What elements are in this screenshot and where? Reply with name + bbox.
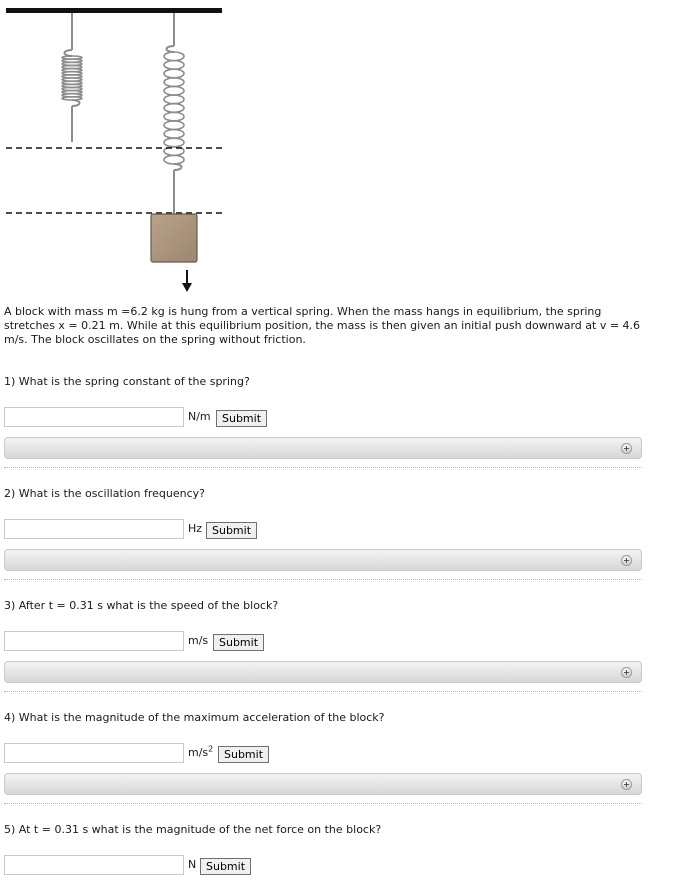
question-divider bbox=[4, 579, 642, 580]
expand-plus-icon[interactable] bbox=[621, 443, 632, 454]
question-3-submit-button[interactable]: Submit bbox=[213, 634, 264, 651]
question-3-answer-input[interactable] bbox=[4, 631, 184, 651]
question-4-unit-base: m/s bbox=[188, 746, 209, 759]
spring-coil bbox=[164, 78, 184, 87]
spring-coil bbox=[164, 155, 184, 164]
question-4-expand-bar[interactable] bbox=[4, 773, 642, 795]
expand-plus-icon[interactable] bbox=[621, 555, 632, 566]
spring-coil bbox=[164, 69, 184, 78]
question-5-unit: N bbox=[188, 858, 197, 871]
question-2-expand-bar[interactable] bbox=[4, 549, 642, 571]
spring-coil bbox=[164, 52, 184, 61]
question-5-answer-input[interactable] bbox=[4, 855, 184, 875]
question-2-text: 2) What is the oscillation frequency? bbox=[4, 487, 206, 500]
question-1-answer-input[interactable] bbox=[4, 407, 184, 427]
question-divider bbox=[4, 803, 642, 804]
unstretched-spring bbox=[62, 13, 82, 142]
problem-statement: A block with mass m =6.2 kg is hung from a vertical spring. When the mass hangs in equilibrium, the spring stretches x = 0.21 m. While at this equilibrium position, the mass is then given an initial push downward at v = 4.6 m/s. The block oscillates on the spring without friction. bbox=[4, 305, 641, 346]
question-3-text: 3) After t = 0.31 s what is the speed of the block? bbox=[4, 599, 279, 612]
spring-coil bbox=[164, 112, 184, 121]
question-4-unit-exponent: 2 bbox=[208, 744, 214, 754]
question-5-submit-button[interactable]: Submit bbox=[200, 858, 251, 875]
question-4-unit bbox=[188, 743, 213, 763]
spring-coil bbox=[164, 104, 184, 113]
stretched-spring bbox=[164, 13, 184, 214]
question-divider bbox=[4, 691, 642, 692]
question-4-text: 4) What is the magnitude of the maximum acceleration of the block? bbox=[4, 711, 385, 724]
spring-coil bbox=[164, 95, 184, 104]
spring-coil bbox=[164, 130, 184, 139]
question-1-expand-bar[interactable] bbox=[4, 437, 642, 459]
question-5-text: 5) At t = 0.31 s what is the magnitude of the net force on the block? bbox=[4, 823, 382, 836]
question-2-answer-input[interactable] bbox=[4, 519, 184, 539]
question-2-submit-button[interactable]: Submit bbox=[206, 522, 257, 539]
question-1-unit: N/m bbox=[188, 410, 211, 423]
spring-coil bbox=[164, 138, 184, 147]
spring-coil bbox=[164, 86, 184, 95]
question-divider bbox=[4, 467, 642, 468]
expand-plus-icon[interactable] bbox=[621, 779, 632, 790]
expand-plus-icon[interactable] bbox=[621, 667, 632, 678]
down-arrow-icon bbox=[182, 270, 192, 292]
ceiling-bar bbox=[6, 8, 222, 13]
question-4-answer-input[interactable] bbox=[4, 743, 184, 763]
mass-block bbox=[151, 214, 197, 262]
question-3-expand-bar[interactable] bbox=[4, 661, 642, 683]
spring-diagram bbox=[0, 0, 230, 298]
question-4-submit-button[interactable]: Submit bbox=[218, 746, 269, 763]
question-1-submit-button[interactable]: Submit bbox=[216, 410, 267, 427]
spring-coil bbox=[164, 61, 184, 70]
question-2-unit: Hz bbox=[188, 522, 203, 535]
question-1-text: 1) What is the spring constant of the spring? bbox=[4, 375, 250, 388]
question-3-unit: m/s bbox=[188, 634, 209, 647]
spring-coil bbox=[164, 121, 184, 130]
